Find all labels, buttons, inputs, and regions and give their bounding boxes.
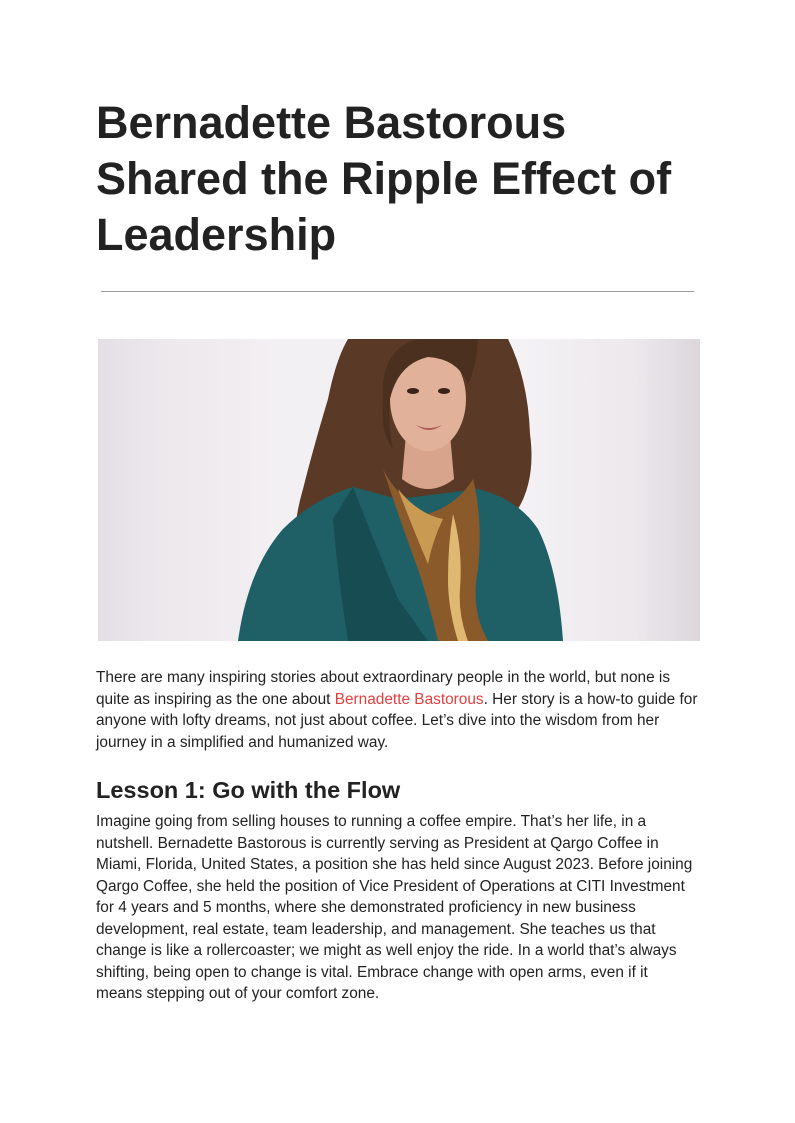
lesson-1-paragraph: Imagine going from selling houses to running a coffee empire. That’s her life, in a nutshell. Bernadette Bastorous is currently serving as President at Qargo Coffee in Miami, Florida, United States, a position she has held since August 2023. Before joining Qargo Coffee, she held the position of Vice President of Operations at CITI Investment for 4 years and 5 months, where she demonstrated proficiency in new business development, real estate, team leadership, and management. She teaches us that change is like a rollercoaster; we might as well enjoy the ride. In a world that’s always shifting, being open to change is vital. Embrace change with open arms, even if it means stepping out of your comfort zone. [96,813,693,1002]
title-line-3: Leadership [96,209,337,260]
intro-text-before-link: There are many inspiring stories about extraordinary people in the world, but none is quite as inspiring as the one about [96,669,671,708]
title-line-2: Shared the Ripple Effect of [96,153,672,204]
title-line-1: Bernadette Bastorous [96,97,567,148]
portrait-photo [98,339,700,641]
portrait-illustration [98,339,700,641]
article-title [96,95,736,263]
bernadette-bastorous-link[interactable]: Bernadette Bastorous [334,690,484,708]
lesson-1-heading: Lesson 1: Go with the Flow [96,777,401,803]
intro-text-after-link: . Her story is a how-to guide for anyone with lofty dreams, not just about coffee. Let’s dive into the wisdom from her journey in a simplified and humanized way. [96,690,698,751]
intro-paragraph [96,667,698,753]
title-divider [101,291,694,292]
